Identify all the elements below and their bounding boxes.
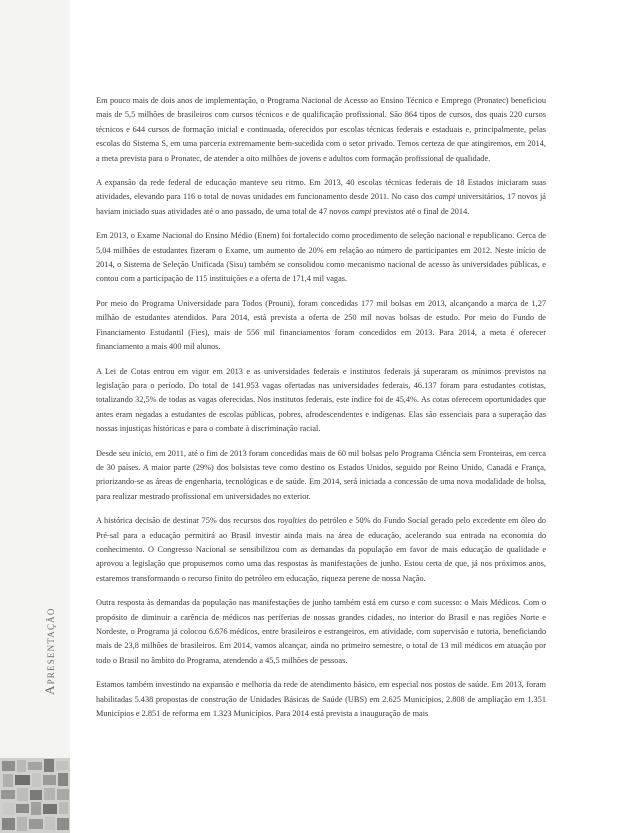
paragraph: A expansão da rede federal de educação manteve seu ritmo. Em 2013, 40 escolas técnicas federais de 18 Estados iniciaram suas atividades, elevando para 116 o total de novas unidades em funcionamento desde 2011. No caso dos campi universitários, 17 novos já haviam iniciado suas atividades até o ano passado, de uma total de 47 novos campi previstos até o final de 2014. [96, 178, 546, 216]
paragraph: Em pouco mais de dois anos de implementação, o Programa Nacional de Acesso ao Ensino Técnico e Emprego (Pronatec) beneficiou mais de 5,5 milhões de brasileiros com cursos técnicos e de qualificação profissional. São 864 tipos de cursos, dos quais 220 cursos técnicos e 644 cursos de formação inicial e continuada, oferecidos por escolas técnicas federais e estaduais e, principalmente, pelas escolas do Sistema S, em uma parceria extremamente bem-sucedida com o setor privado. Temos certeza de que atingiremos, em 2014, a meta prevista para o Pronatec, de atender a oito milhões de jovens e adultos com formação profissional de qualidade. [96, 96, 546, 163]
body-text [96, 94, 546, 731]
section-label: Apresentação [42, 607, 57, 695]
italic-term: campi [351, 206, 372, 216]
italic-term: campi [434, 192, 456, 202]
decorative-mosaic [0, 758, 70, 833]
paragraph: Por meio do Programa Universidade para Todos (Prouni), foram concedidas 177 mil bolsas em 2013, alcançando a marca de 1,27 milhão de estudantes atendidos. Para 2014, está prevista a oferta de 250 mil novas bolsas de estudo. Por meio do Fundo de Financiamento Estudantil (Fies), mais de 556 mil financiamentos foram concedidos em 2013. Para 2014, a meta é oferecer financiamento a mais 400 mil alunos. [96, 298, 546, 352]
sidebar-band [0, 0, 70, 833]
paragraph: Desde seu início, em 2011, até o fim de 2013 foram concedidas mais de 60 mil bolsas pelo Programa Ciência sem Fronteiras, em cerca de 30 países. A maior parte (29%) dos bolsistas teve como destino os Estados Unidos, seguido por Reino Unido, Canadá e França, priorizando-se as áreas de engenharia, tecnológicas e de saúde. Em 2014, será iniciada a concessão de uma nova modalidade de bolsa, para realizar mestrado profissional em universidades no exterior. [96, 448, 546, 501]
paragraph: A histórica decisão de destinar 75% dos recursos dos royalties do petróleo e 50% do Fundo Social gerado pelo excedente em óleo do Pré-sal para a educação permitirá ao Brasil investir ainda mais na área de educação, acelerando sua entrada na economia do conhecimento. O Congresso Nacional se sensibilizou com as demandas da população em favor de mais educação de qualidade e aprovou a legislação que propusemos como uma das respostas às manifestações de junho. Estou certa de que, já nos próximos anos, estaremos transformando o recurso finito do petróleo em educação, riqueza perene de nossa Nação. [96, 516, 546, 583]
italic-term: royalties [277, 516, 307, 526]
paragraph: A Lei de Cotas entrou em vigor em 2013 e as universidades federais e institutos federais já superaram os mínimos previstos na legislação para o período. Do total de 141.953 vagas ofertadas nas universidades federais, 46.137 foram para estudantes cotistas, totalizando 32,5% de todas as vagas oferecidas. Nos institutos federais, este índice foi de 45,4%. As cotas oferecem oportunidades que antes eram negadas a estudantes de escolas públicas, pobres, afrodescendentes e indígenas. Elas são essenciais para a superação das nossas injustiças históricas e para o combate à discriminação racial. [96, 366, 546, 434]
paragraph: Em 2013, o Exame Nacional do Ensino Médio (Enem) foi fortalecido como procedimento de seleção nacional e republicano. Cerca de 5,04 milhões de estudantes fizeram o Exame, um aumento de 20% em relação ao número de participantes em 2012. Neste início de 2014, o Sistema de Seleção Unificada (Sisu) também se consolidou como mecanismo nacional de acesso às universidades públicas, e contou com a participação de 115 instituições e a oferta de 171,4 mil vagas. [96, 231, 546, 284]
paragraph: Estamos também investindo na expansão e melhoria da rede de atendimento básico, em especial nos postos de saúde. Em 2013, foram habilitadas 5.438 propostas de construção de Unidades Básicas de Saúde (UBS) em 2.625 Municípios, 2.808 de ampliação em 1.351 Municípios e 2.851 de reforma em 1.323 Municípios. Para 2014 está prevista a inauguração de mais [96, 680, 546, 719]
paragraph: Outra resposta às demandas da população nas manifestações de junho também está em curso e com sucesso: o Mais Médicos. Com o propósito de diminuir a carência de médicos nas periferias de nossas grandes cidades, no interior do Brasil e nas regiões Norte e Nordeste, o Programa já colocou 6.676 médicos, entre brasileiros e estrangeiros, em atividade, com supervisão e tutoria, beneficiando mais de 23,8 milhões de brasileiros. Em 2014, vamos alcançar, ainda no primeiro semestre, o total de 13 mil médicos em atuação por todo o Brasil no âmbito do Programa, atendendo a 45,5 milhões de pessoas. [96, 598, 546, 665]
